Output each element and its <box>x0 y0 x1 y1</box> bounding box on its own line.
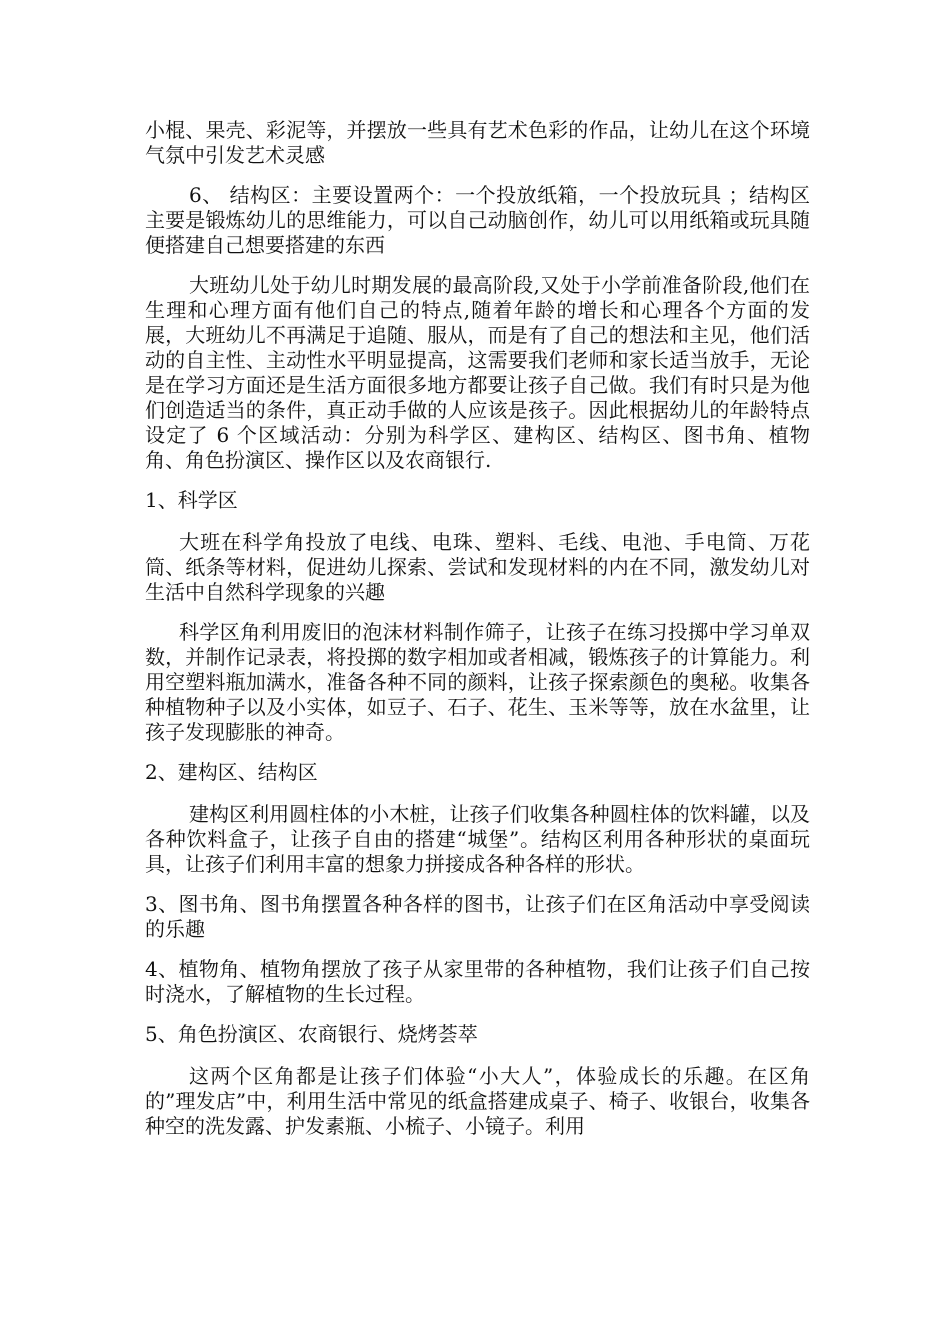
paragraph-book-corner: 3、图书角、图书角摆置各种各样的图书，让孩子们在区角活动中享受阅读的乐趣 <box>145 892 810 941</box>
heading-construction-area: 2、建构区、结构区 <box>145 760 318 784</box>
paragraph-structure-area: 6、 结构区：主要设置两个：一个投放纸箱，一个投放玩具 ；结构区主要是锻炼幼儿的思维能力，可以自己动脑创作，幼儿可以用纸箱或玩具随便搭建自己想要搭建的东西 <box>145 183 810 257</box>
paragraph-construction: 建构区利用圆柱体的小木桩，让孩子们收集各种圆柱体的饮料罐，以及各种饮料盒子，让孩子自由的搭建“城堡”。结构区利用各种形状的桌面玩具，让孩子们利用丰富的想象力拼接成各种各样的形状。 <box>145 802 810 876</box>
paragraph-role-play: 这两个区角都是让孩子们体验“小大人”，体验成长的乐趣。在区角的”理发店”中，利用生活中常见的纸盒搭建成桌子、椅子、收银台，收集各种空的洗发露、护发素瓶、小梳子、小镜子。利用 <box>145 1064 810 1138</box>
heading-role-play-area: 5、角色扮演区、农商银行、烧烤荟萃 <box>145 1022 478 1046</box>
paragraph-plant-corner: 4、植物角、植物角摆放了孩子从家里带的各种植物，我们让孩子们自己按时浇水，了解植物的生长过程。 <box>145 957 810 1006</box>
paragraph-intro: 大班幼儿处于幼儿时期发展的最高阶段,又处于小学前准备阶段,他们在生理和心理方面有他们自己的特点,随着年龄的增长和心理各个方面的发展，大班幼儿不再满足于追随、服从，而是有了自己的想法和主见，他们活动的自主性、主动性水平明显提高，这需要我们老师和家长适当放手，无论是在学习方面还是生活方面很多地方都要让孩子自己做。我们有时只是为他们创造适当的条件，真正动手做的人应该是孩子。因此根据幼儿的年龄特点设定了 6 个区域活动：分别为科学区、建构区、结构区、图书角、植物角、角色扮演区、操作区以及农商银行. <box>145 273 810 472</box>
heading-science-area: 1、科学区 <box>145 488 238 512</box>
paragraph-science-activities: 科学区角利用废旧的泡沫材料制作筛子，让孩子在练习投掷中学习单双数，并制作记录表，将投掷的数字相加或者相减，锻炼孩子的计算能力。利用空塑料瓶加满水，准备各种不同的颜料，让孩子探索颜色的奥秘。收集各种植物种子以及小实体，如豆子、石子、花生、玉米等等，放在水盆里，让孩子发现膨胀的神奇。 <box>145 620 810 744</box>
paragraph-science-materials: 大班在科学角投放了电线、电珠、塑料、毛线、电池、手电筒、万花筒、纸条等材料，促进幼儿探索、尝试和发现材料的内在不同，激发幼儿对生活中自然科学现象的兴趣 <box>145 530 810 604</box>
paragraph-art-area-end: 小棍、果壳、彩泥等，并摆放一些具有艺术色彩的作品，让幼儿在这个环境气氛中引发艺术灵感 <box>145 118 810 167</box>
